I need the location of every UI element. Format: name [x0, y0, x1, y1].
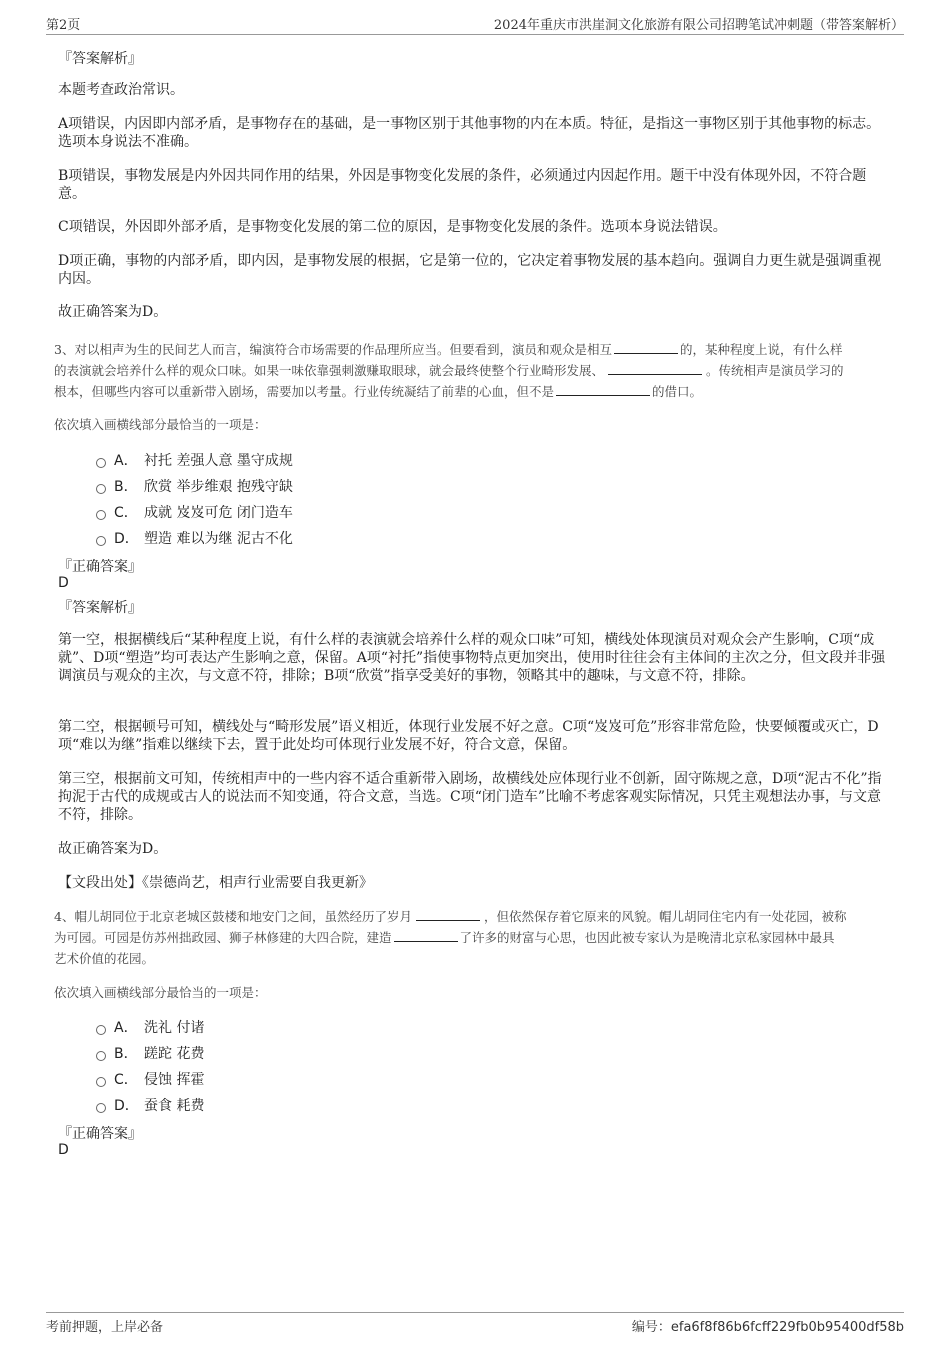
question-3-prompt: 依次填入画横线部分最恰当的一项是：: [54, 417, 267, 432]
correct-answer: D: [58, 575, 69, 591]
question-4-option-c[interactable]: C． 侵蚀 挥霍: [96, 1069, 204, 1089]
analysis-option-b: B项错误，事物发展是内外因共同作用的结果，外因是事物变化发展的条件，必须通过内因起作用。题干中没有体现外因，不符合题意。: [58, 168, 867, 202]
analysis-paragraph-1: 第一空，根据横线后“某种程度上说，有什么样的表演就会培养什么样的观众口味”可知，横线处体现演员对观众会产生影响，C项“成就”、D项“塑造”均可表达产生影响之意，保留。A项“衬托”指使事物特点更加突出，使用时往往会有主体间的主次之分，但文段并非强调演员与观众的主次，与文意不符，排除；B项“欣赏”指享受美好的事物，领略其中的趣味，与文意不符，排除。: [58, 632, 886, 684]
radio-icon[interactable]: [96, 1077, 106, 1087]
page-footer: [46, 1312, 904, 1337]
analysis-label: 『答案解析』: [58, 51, 142, 67]
radio-icon[interactable]: [96, 1025, 106, 1035]
radio-icon[interactable]: [96, 484, 106, 494]
analysis-option-c: C项错误，外因即外部矛盾，是事物变化发展的第二位的原因，是事物变化发展的条件。选项本身说法错误。: [58, 219, 727, 235]
footer-slogan: 考前押题，上岸必备: [46, 1320, 164, 1335]
analysis-paragraph-3: 第三空，根据前文可知，传统相声中的一些内容不适合重新带入剧场，故横线处应体现行业不创新，固守陈规之意，D项“泥古不化”指拘泥于古代的成规或古人的说法而不知变通，符合文意，当选。C项“闭门造车”比喻不考虑客观实际情况，只凭主观想法办事，与文意不符，排除。: [58, 771, 882, 823]
question-3-stem: 3、对以相声为生的民间艺人而言，编演符合市场需要的作品理所应当。但要看到，演员和观众是相互 的，某种程度上说，有什么样 的表演就会培养什么样的观众口味。如果一味依靠强刺激赚取眼球，就会最终使整个行业畸形发展、 。传统相声是演员学习的 根本，但哪些内容可以重新带入剧场，需要加以考量。行业传统凝结了前辈的心血，但不是 的借口。: [54, 342, 844, 399]
blank-2: [394, 929, 458, 942]
question-4-prompt: 依次填入画横线部分最恰当的一项是：: [54, 985, 267, 1000]
question-3-option-b[interactable]: B． 欣赏 举步维艰 抱残守缺: [96, 476, 293, 496]
question-3-option-c[interactable]: C． 成就 岌岌可危 闭门造车: [96, 502, 293, 522]
analysis-option-a: A项错误，内因即内部矛盾，是事物存在的基础，是一事物区别于其他事物的内在本质。特征，是指这一事物区别于其他事物的标志。选项本身说法不准确。: [58, 116, 881, 150]
document-id: 编号：efa6f8f86b6fcff229fb0b95400df58b: [631, 1320, 904, 1335]
question-4-option-a[interactable]: A． 洗礼 付诸: [96, 1017, 204, 1037]
blank-1: [614, 341, 678, 354]
correct-answer: D: [58, 1142, 69, 1158]
analysis-intro: 本题考查政治常识。: [58, 82, 184, 98]
correct-answer-label: 『正确答案』: [58, 1126, 142, 1142]
analysis-conclusion: 故正确答案为D。: [58, 304, 168, 320]
analysis-option-d: D项正确，事物的内部矛盾，即内因，是事物发展的根据，它是第一位的，它决定着事物发展的基本趋向。强调自力更生就是强调重视内因。: [58, 253, 882, 287]
radio-icon[interactable]: [96, 510, 106, 520]
radio-icon[interactable]: [96, 1103, 106, 1113]
radio-icon[interactable]: [96, 536, 106, 546]
question-4-stem: 4、帽儿胡同位于北京老城区鼓楼和地安门之间，虽然经历了岁月 ，但依然保存着它原来的风貌。帽儿胡同住宅内有一处花园，被称 为可园。可园是仿苏州拙政园、狮子林修建的大四合院，建造 了许多的财富与心思，也因此被专家认为是晚清北京私家园林中最具 艺术价值的花园。: [54, 909, 847, 966]
question-4-option-d[interactable]: D． 蚕食 耗费: [96, 1095, 204, 1115]
question-3-option-d[interactable]: D． 塑造 难以为继 泥古不化: [96, 528, 293, 548]
page-header: [46, 14, 904, 35]
document-title: 2024年重庆市洪崖洞文化旅游有限公司招聘笔试冲刺题（带答案解析）: [493, 18, 904, 33]
page-number: 第2页: [46, 18, 81, 33]
blank-1: [416, 908, 480, 921]
question-4-option-b[interactable]: B． 蹉跎 花费: [96, 1043, 204, 1063]
analysis-conclusion: 故正确答案为D。: [58, 841, 168, 857]
analysis-paragraph-2: 第二空，根据顿号可知，横线处与“畸形发展”语义相近，体现行业发展不好之意。C项“岌岌可危”形容非常危险，快要倾覆或灭亡，D项“难以为继”指难以继续下去，置于此处均可体现行业发展不好，符合文意，保留。: [58, 719, 879, 753]
blank-2: [608, 362, 702, 375]
blank-3: [556, 383, 650, 396]
question-3-option-a[interactable]: A． 衬托 差强人意 墨守成规: [96, 450, 293, 470]
radio-icon[interactable]: [96, 458, 106, 468]
analysis-label: 『答案解析』: [58, 600, 142, 616]
text-source: 【文段出处】《崇德尚艺，相声行业需要自我更新》: [58, 875, 373, 891]
radio-icon[interactable]: [96, 1051, 106, 1061]
correct-answer-label: 『正确答案』: [58, 559, 142, 575]
